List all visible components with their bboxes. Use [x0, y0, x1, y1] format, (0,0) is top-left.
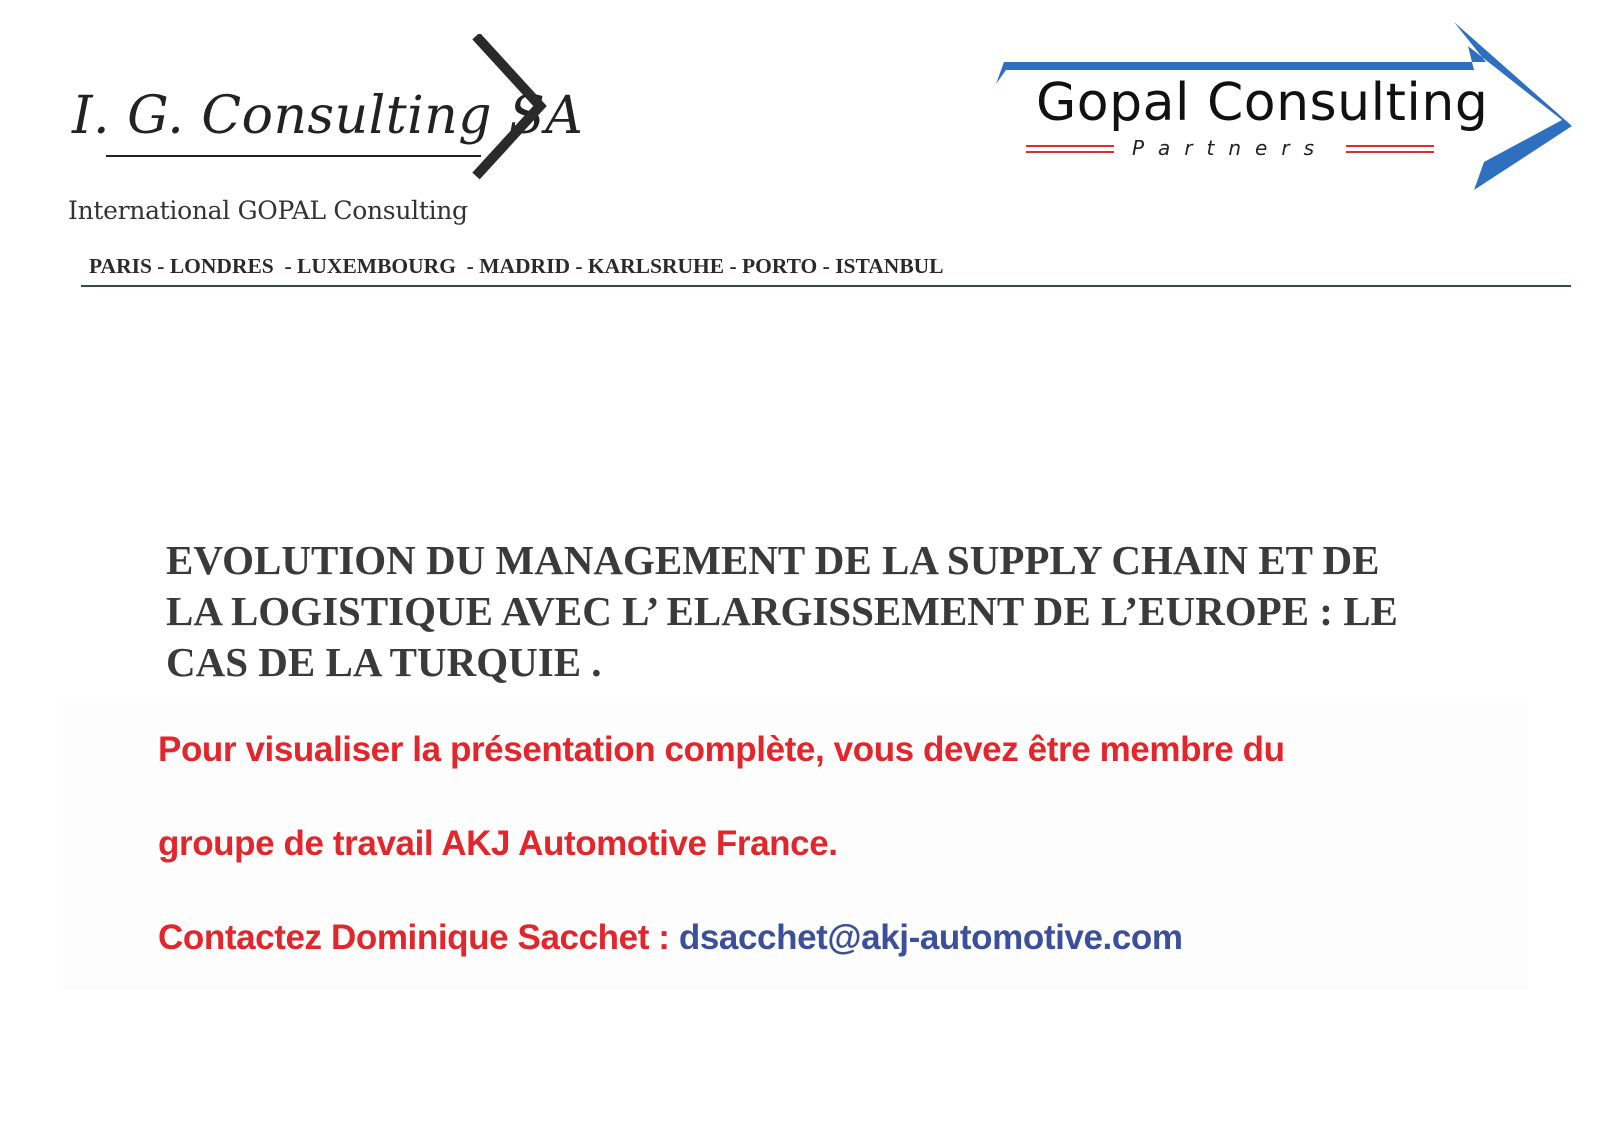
- contact-line: [158, 918, 1183, 958]
- gopal-consulting-logo: [996, 16, 1574, 196]
- tagline-rule-right-top: [1346, 145, 1434, 147]
- notice-line-2: groupe de travail AKJ Automotive France.: [158, 824, 838, 863]
- office-cities: PARIS - LONDRES - LUXEMBOURG - MADRID - KARLSRUHE - PORTO - ISTANBUL: [89, 254, 944, 278]
- document-title-line: LA LOGISTIQUE AVEC L’ ELARGISSEMENT DE L’EUROPE : LE: [166, 588, 1398, 634]
- tagline-rule-left-top: [1026, 145, 1114, 147]
- document-title-line: EVOLUTION DU MANAGEMENT DE LA SUPPLY CHAIN ET DE: [166, 537, 1380, 583]
- header-divider: [81, 285, 1571, 287]
- contact-label: Contactez Dominique Sacchet :: [158, 918, 679, 957]
- contact-email-link[interactable]: dsacchet@akj-automotive.com: [678, 918, 1183, 957]
- document-title: [166, 535, 1506, 688]
- ig-consulting-logo: [68, 34, 588, 194]
- ig-consulting-logo-underline: [106, 155, 481, 157]
- gopal-consulting-logo-text: Gopal Consulting: [1036, 73, 1489, 133]
- gopal-consulting-tagline: Partners: [1132, 136, 1329, 160]
- notice-line-1: Pour visualiser la présentation complète, vous devez être membre du: [158, 730, 1285, 769]
- tagline-rule-right-bottom: [1346, 151, 1434, 153]
- document-title-line: CAS DE LA TURQUIE .: [166, 639, 602, 685]
- ig-consulting-subtitle: International GOPAL Consulting: [68, 196, 468, 225]
- tagline-rule-left-bottom: [1026, 151, 1114, 153]
- ig-consulting-logo-text: I. G. Consulting SA: [72, 86, 584, 146]
- chevron-right-icon: [468, 34, 568, 189]
